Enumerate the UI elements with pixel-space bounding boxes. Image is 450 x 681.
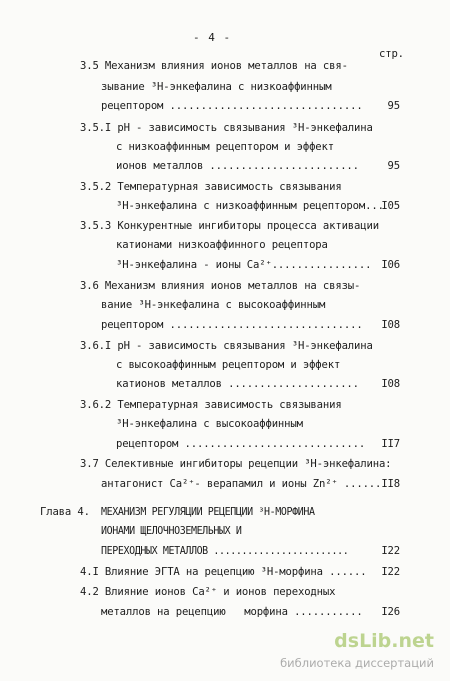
toc-page: II8 [381,478,400,490]
chapter-title-line: МЕХАНИЗМ РЕГУЛЯЦИИ РЕЦЕПЦИИ ³Н-МОРФИНА [101,506,315,518]
toc-page: 95 [387,160,400,172]
toc-line: вание ³Н-энкефалина с высокоаффинным [101,299,326,311]
toc-line: с низкоаффинным рецептором и эффект [116,141,334,153]
toc-line: зывание ³Н-энкефалина с низкоаффинным [101,81,332,93]
toc-line: 3.5.I pH - зависимость связывания ³Н-энкефалина [80,122,373,134]
chapter-title-line: ИОНАМИ ЩЕЛОЧНОЗЕМЕЛЬНЫХ И [101,525,242,537]
toc-page: I22 [381,545,400,557]
toc-line: ³Н-энкефалина - ионы Ca²⁺................ [116,259,372,271]
watermark-subtitle: библиотека диссертаций [280,656,434,670]
toc-line: 3.5.2 Температурная зависимость связывания [80,181,342,193]
chapter-title-line: ПЕРЕХОДНЫХ МЕТАЛЛОВ ........................ [101,545,349,557]
toc-line: рецептором ............................... [101,319,363,331]
toc-line: рецептором ............................... [101,100,363,112]
toc-line: антагонист Ca²⁺- верапамил и ионы Zn²⁺ ...... [101,478,382,490]
toc-line: 4.I Влияние ЭГТА на рецепцию ³Н-морфина ...... [80,566,367,578]
page-number: - 4 - [193,31,232,44]
toc-line: 3.6 Механизм влияния ионов металлов на связы- [80,280,361,292]
toc-line: 3.6.2 Температурная зависимость связывания [80,399,342,411]
toc-page: I06 [381,259,400,271]
toc-page: I05 [381,200,400,212]
toc-page: I26 [381,606,400,618]
toc-page: I22 [381,566,400,578]
toc-line: 3.6.I pH - зависимость связывания ³Н-энкефалина [80,340,373,352]
toc-line: ³Н-энкефалина с высокоаффинным [116,418,303,430]
toc-line: с высокоаффинным рецептором и эффект [116,359,341,371]
toc-page: 95 [387,100,400,112]
toc-line: металлов на рецепцию морфина ........... [101,606,363,618]
toc-page: II7 [381,438,400,450]
toc-line: 3.7 Селективные ингибиторы рецепции ³Н-энкефалина: [80,458,392,470]
toc-line: ионов металлов ........................ [116,160,359,172]
toc-line: 4.2 Влияние ионов Ca²⁺ и ионов переходных [80,586,336,598]
toc-line: 3.5 Механизм влияния ионов металлов на свя- [80,60,348,72]
toc-line: 3.5.3 Конкурентные ингибиторы процесса активации [80,220,379,232]
toc-line: ³Н-энкефалина с низкоаффинным рецептором... [116,200,384,212]
toc-page: I08 [381,378,400,390]
toc-line: катионов металлов ..................... [116,378,359,390]
toc-line: катионами низкоаффинного рецептора [116,239,328,251]
toc-page: I08 [381,319,400,331]
toc-line: рецептором ............................. [116,438,366,450]
watermark-logo: dsLib.net [334,630,434,652]
column-header: стр. [379,48,404,60]
chapter-label: Глава 4. [40,506,90,518]
